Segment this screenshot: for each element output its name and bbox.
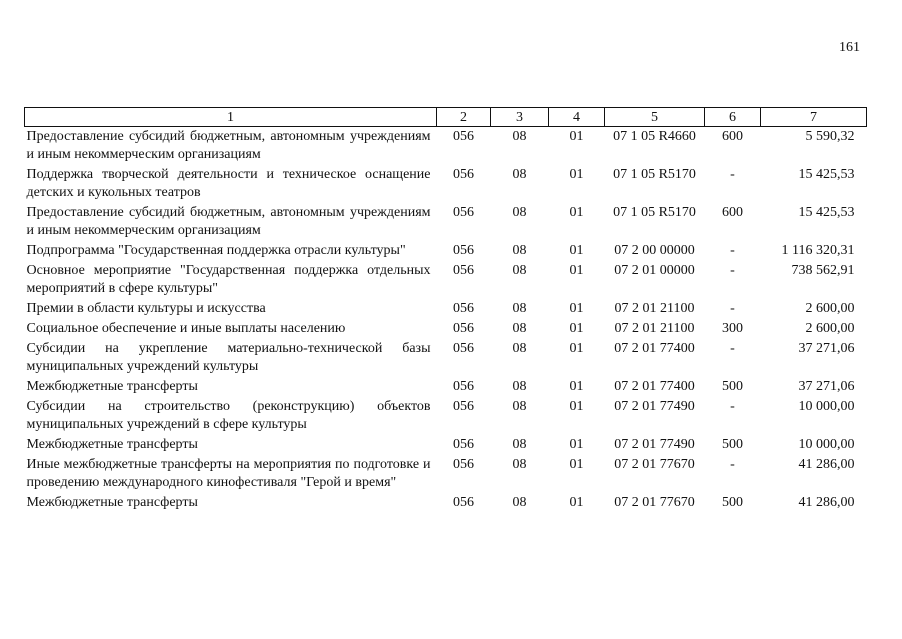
table-row bbox=[25, 241, 867, 261]
table-row bbox=[25, 127, 867, 166]
header-col-1: 1 bbox=[25, 108, 437, 127]
header-col-7: 7 bbox=[761, 108, 867, 127]
row-pr: 01 bbox=[569, 379, 584, 394]
row-vr: 500 bbox=[722, 495, 743, 510]
row-rz: 08 bbox=[512, 167, 527, 182]
row-vr: 500 bbox=[722, 379, 743, 394]
row-sum: 41 286,00 bbox=[798, 457, 855, 472]
row-csr: 07 2 01 21100 bbox=[614, 301, 695, 316]
row-ved: 056 bbox=[453, 341, 474, 356]
page-number: 161 bbox=[839, 40, 860, 55]
row-rz: 08 bbox=[512, 437, 527, 452]
row-sum: 37 271,06 bbox=[798, 341, 855, 356]
header-col-4: 4 bbox=[549, 108, 605, 127]
budget-table bbox=[24, 107, 867, 513]
row-name: Межбюджетные трансферты bbox=[26, 379, 198, 394]
row-sum: 738 562,91 bbox=[791, 263, 855, 278]
row-csr: 07 2 01 77490 bbox=[614, 399, 695, 414]
row-name: Иные межбюджетные трансферты на мероприятия по подготовке и проведению международного кинофестиваля "Герой и время" bbox=[26, 457, 431, 490]
row-ved: 056 bbox=[453, 167, 474, 182]
row-sum: 2 600,00 bbox=[805, 321, 855, 336]
row-csr: 07 1 05 R5170 bbox=[613, 167, 696, 182]
row-ved: 056 bbox=[453, 321, 474, 336]
row-rz: 08 bbox=[512, 457, 527, 472]
row-csr: 07 2 01 77490 bbox=[614, 437, 695, 452]
row-sum: 10 000,00 bbox=[798, 437, 855, 452]
row-vr: - bbox=[730, 167, 735, 182]
row-vr: 300 bbox=[722, 321, 743, 336]
row-pr: 01 bbox=[569, 243, 584, 258]
row-name: Предоставление субсидий бюджетным, автономным учреждениям и иным некоммерческим организациям bbox=[26, 205, 431, 238]
row-ved: 056 bbox=[453, 495, 474, 510]
row-sum: 1 116 320,31 bbox=[781, 243, 855, 258]
row-rz: 08 bbox=[512, 379, 527, 394]
table-row bbox=[25, 299, 867, 319]
row-csr: 07 1 05 R5170 bbox=[613, 205, 696, 220]
row-csr: 07 2 01 77670 bbox=[614, 495, 695, 510]
row-sum: 2 600,00 bbox=[805, 301, 855, 316]
row-vr: - bbox=[730, 243, 735, 258]
row-pr: 01 bbox=[569, 457, 584, 472]
table-row bbox=[25, 319, 867, 339]
row-pr: 01 bbox=[569, 399, 584, 414]
row-ved: 056 bbox=[453, 129, 474, 144]
row-pr: 01 bbox=[569, 437, 584, 452]
row-name: Предоставление субсидий бюджетным, автономным учреждениям и иным некоммерческим организациям bbox=[26, 129, 431, 162]
row-csr: 07 2 01 77400 bbox=[614, 341, 695, 356]
table-row bbox=[25, 455, 867, 493]
row-rz: 08 bbox=[512, 129, 527, 144]
row-csr: 07 2 01 77400 bbox=[614, 379, 695, 394]
row-sum: 41 286,00 bbox=[798, 495, 855, 510]
row-csr: 07 1 05 R4660 bbox=[613, 129, 696, 144]
table-row bbox=[25, 165, 867, 203]
table-row bbox=[25, 435, 867, 455]
row-ved: 056 bbox=[453, 205, 474, 220]
row-csr: 07 2 00 00000 bbox=[614, 243, 695, 258]
row-name: Субсидии на укрепление материально-технической базы муниципальных учреждений культуры bbox=[26, 341, 431, 374]
row-csr: 07 2 01 21100 bbox=[614, 321, 695, 336]
row-pr: 01 bbox=[569, 167, 584, 182]
row-sum: 10 000,00 bbox=[798, 399, 855, 414]
row-ved: 056 bbox=[453, 379, 474, 394]
row-vr: 600 bbox=[722, 205, 743, 220]
table-header-row bbox=[25, 108, 867, 127]
row-name: Подпрограмма "Государственная поддержка отрасли культуры" bbox=[26, 243, 406, 258]
row-pr: 01 bbox=[569, 301, 584, 316]
row-pr: 01 bbox=[569, 341, 584, 356]
row-ved: 056 bbox=[453, 399, 474, 414]
row-name: Межбюджетные трансферты bbox=[26, 495, 198, 510]
row-vr: - bbox=[730, 341, 735, 356]
row-vr: - bbox=[730, 399, 735, 414]
header-col-5: 5 bbox=[605, 108, 705, 127]
row-rz: 08 bbox=[512, 301, 527, 316]
row-rz: 08 bbox=[512, 205, 527, 220]
table-row bbox=[25, 203, 867, 241]
row-vr: - bbox=[730, 457, 735, 472]
row-ved: 056 bbox=[453, 301, 474, 316]
row-ved: 056 bbox=[453, 437, 474, 452]
header-col-3: 3 bbox=[491, 108, 549, 127]
table-row bbox=[25, 493, 867, 513]
table-row bbox=[25, 339, 867, 377]
row-sum: 15 425,53 bbox=[798, 205, 855, 220]
row-name: Премии в области культуры и искусства bbox=[26, 301, 266, 316]
row-vr: - bbox=[730, 263, 735, 278]
row-name: Межбюджетные трансферты bbox=[26, 437, 198, 452]
row-vr: - bbox=[730, 301, 735, 316]
table-row bbox=[25, 261, 867, 299]
row-rz: 08 bbox=[512, 399, 527, 414]
row-sum: 5 590,32 bbox=[805, 129, 855, 144]
row-name: Социальное обеспечение и иные выплаты населению bbox=[26, 321, 346, 336]
row-name: Поддержка творческой деятельности и техническое оснащение детских и кукольных театров bbox=[26, 167, 431, 200]
row-pr: 01 bbox=[569, 495, 584, 510]
row-pr: 01 bbox=[569, 263, 584, 278]
row-vr: 500 bbox=[722, 437, 743, 452]
row-csr: 07 2 01 00000 bbox=[614, 263, 695, 278]
table-row bbox=[25, 377, 867, 397]
row-name: Основное мероприятие "Государственная поддержка отдельных мероприятий в сфере культуры" bbox=[26, 263, 431, 296]
row-rz: 08 bbox=[512, 263, 527, 278]
row-rz: 08 bbox=[512, 321, 527, 336]
row-ved: 056 bbox=[453, 243, 474, 258]
table-row bbox=[25, 397, 867, 435]
header-col-6: 6 bbox=[705, 108, 761, 127]
row-name: Субсидии на строительство (реконструкцию) объектов муниципальных учреждений в сфере культуры bbox=[26, 399, 431, 432]
row-pr: 01 bbox=[569, 321, 584, 336]
row-rz: 08 bbox=[512, 341, 527, 356]
row-rz: 08 bbox=[512, 495, 527, 510]
row-pr: 01 bbox=[569, 205, 584, 220]
header-col-2: 2 bbox=[437, 108, 491, 127]
row-vr: 600 bbox=[722, 129, 743, 144]
row-sum: 37 271,06 bbox=[798, 379, 855, 394]
row-csr: 07 2 01 77670 bbox=[614, 457, 695, 472]
row-sum: 15 425,53 bbox=[798, 167, 855, 182]
row-pr: 01 bbox=[569, 129, 584, 144]
table-body bbox=[25, 127, 867, 514]
row-ved: 056 bbox=[453, 263, 474, 278]
row-ved: 056 bbox=[453, 457, 474, 472]
row-rz: 08 bbox=[512, 243, 527, 258]
